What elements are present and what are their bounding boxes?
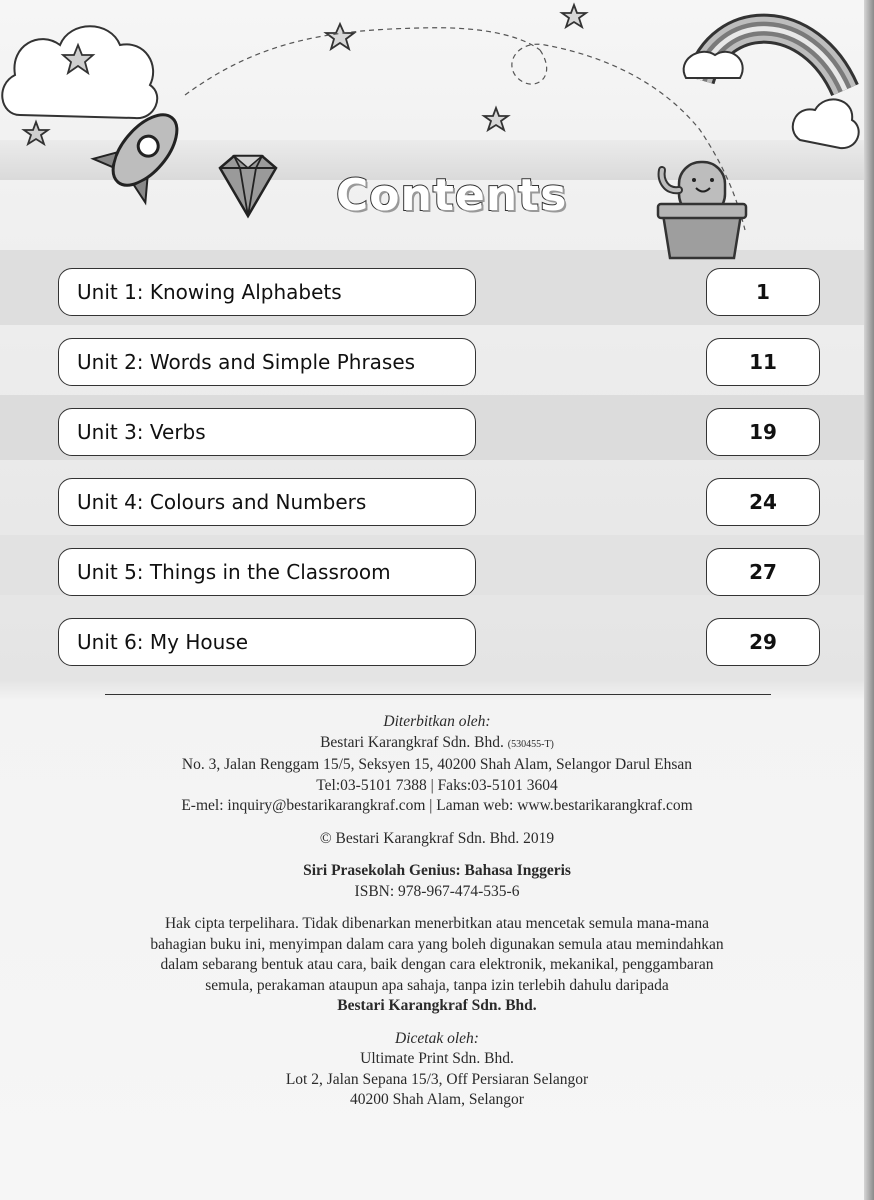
toc-page-number[interactable]: 27	[706, 548, 820, 596]
header-illustrations	[0, 0, 874, 260]
publisher-reg: (530455-T)	[507, 738, 554, 750]
imprint-section	[0, 712, 874, 1111]
diamond-icon	[220, 156, 276, 216]
star-icon	[484, 108, 508, 130]
toc-unit-label[interactable]: Unit 3: Verbs	[58, 408, 476, 456]
star-icon	[326, 24, 354, 49]
star-icon	[562, 5, 586, 27]
toc-row	[0, 338, 874, 388]
publisher-address: No. 3, Jalan Renggam 15/5, Seksyen 15, 40200 Shah Alam, Selangor Darul Ehsan	[181, 756, 693, 773]
published-by-label: Diterbitkan oleh:	[383, 713, 491, 730]
page-title: Contents	[336, 170, 568, 221]
printer-name: Ultimate Print Sdn. Bhd.	[360, 1050, 514, 1067]
divider	[105, 694, 771, 695]
printed-by-label: Dicetak oleh:	[395, 1029, 479, 1047]
toc-page-number[interactable]: 1	[706, 268, 820, 316]
copyright: © Bestari Karangkraf Sdn. Bhd. 2019	[319, 829, 555, 847]
series-title: Siri Prasekolah Genius: Bahasa Inggeris	[303, 862, 571, 879]
toc-row	[0, 408, 874, 458]
printer-address: Lot 2, Jalan Sepana 15/3, Off Persiaran Selangor	[285, 1070, 589, 1088]
rainbow-icon	[684, 29, 859, 148]
toc-row	[0, 268, 874, 318]
toc-row	[0, 478, 874, 528]
publisher-phone: Tel:03-5101 7388 | Faks:03-5101 3604	[316, 776, 558, 794]
toc-unit-label[interactable]: Unit 2: Words and Simple Phrases	[58, 338, 476, 386]
publisher-name: Bestari Karangkraf Sdn. Bhd.	[320, 733, 504, 751]
isbn: ISBN: 978-967-474-535-6	[354, 882, 520, 900]
rights-line: Hak cipta terpelihara. Tidak dibenarkan menerbitkan atau mencetak semula mana-mana	[164, 915, 709, 932]
rights-line: dalam sebarang bentuk atau cara, baik dengan cara elektronik, mekanikal, penggambaran	[160, 956, 714, 973]
toc-page-number[interactable]: 29	[706, 618, 820, 666]
rights-line: bahagian buku ini, menyimpan dalam cara yang boleh digunakan semula atau memindahkan	[150, 935, 724, 953]
toc-unit-label[interactable]: Unit 1: Knowing Alphabets	[58, 268, 476, 316]
star-icon	[24, 122, 48, 144]
rights-owner: Bestari Karangkraf Sdn. Bhd.	[337, 997, 537, 1014]
toc-row	[0, 618, 874, 668]
publisher-line	[0, 733, 874, 756]
printer-address: 40200 Shah Alam, Selangor	[350, 1091, 524, 1108]
toc-unit-label[interactable]: Unit 5: Things in the Classroom	[58, 548, 476, 596]
toc-row	[0, 548, 874, 598]
publisher-email-web: E-mel: inquiry@bestarikarangkraf.com | Laman web: www.bestarikarangkraf.com	[181, 797, 693, 814]
toc-unit-label[interactable]: Unit 4: Colours and Numbers	[58, 478, 476, 526]
rights-line: semula, perakaman ataupun apa sahaja, tanpa izin terlebih dahulu daripada	[205, 976, 669, 994]
toc-page-number[interactable]: 11	[706, 338, 820, 386]
toc-unit-label[interactable]: Unit 6: My House	[58, 618, 476, 666]
cloud-icon	[2, 26, 157, 118]
cactus-icon	[658, 162, 746, 258]
toc-page-number[interactable]: 24	[706, 478, 820, 526]
toc-page-number[interactable]: 19	[706, 408, 820, 456]
